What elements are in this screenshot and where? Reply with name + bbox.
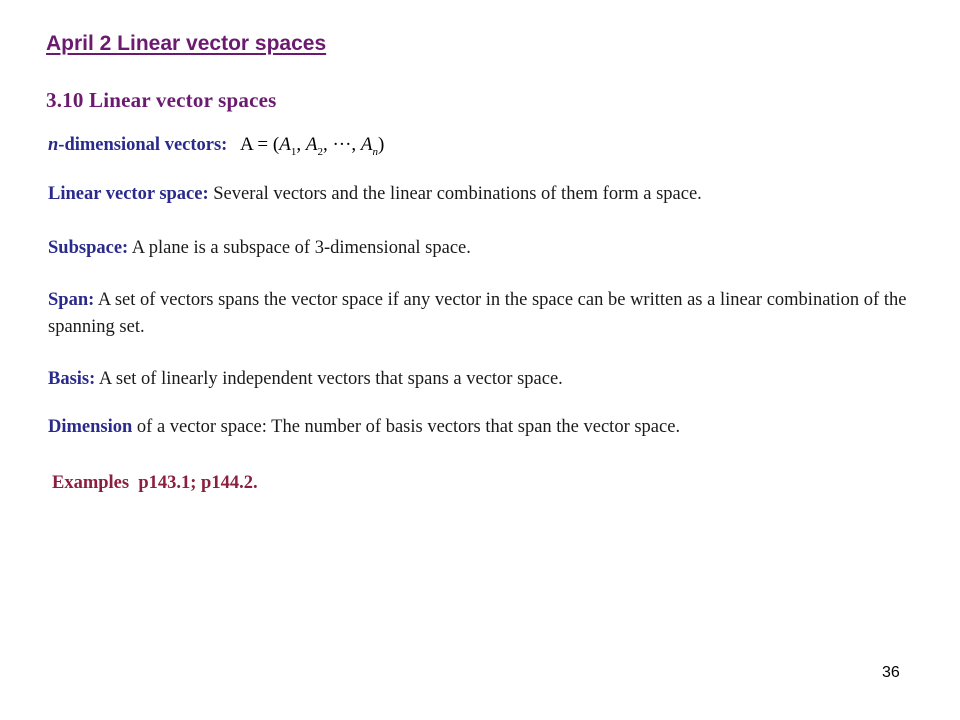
term-span: Span: [48, 290, 95, 310]
eq-equals: = ( [252, 134, 280, 155]
definition-text: A set of vectors spans the vector space if any vector in the space can be written as a linear combination of the spanning set. [48, 290, 907, 337]
ndim-n: n [48, 135, 59, 155]
definition-text: Several vectors and the linear combinations of them form a space. [208, 184, 702, 204]
eq-close: ) [378, 134, 385, 155]
definition-basis [48, 366, 918, 393]
section-title: 3.10 Linear vector spaces [46, 88, 277, 112]
eq-a1: A [279, 134, 291, 155]
ndim-vectors-label [48, 135, 227, 155]
definition-span [48, 287, 918, 341]
eq-sep1: , [296, 134, 306, 155]
eq-lhs: A [239, 134, 253, 155]
eq-sep2: , [322, 134, 333, 155]
ndim-label-rest: -dimensional vectors: [58, 135, 228, 155]
eq-dots: ··· [332, 134, 352, 155]
examples-reference: Examples p143.1; p144.2. [52, 473, 258, 493]
definition-subspace [48, 235, 918, 262]
term-linear-vector-space: Linear vector space: [48, 184, 209, 204]
page-number: 36 [882, 664, 900, 681]
eq-an: A [360, 134, 373, 155]
eq-sep3: , [351, 134, 361, 155]
slide-title: April 2 Linear vector spaces [46, 32, 327, 55]
eq-sub2: 2 [317, 145, 323, 158]
eq-a2: A [305, 134, 318, 155]
definition-text: of a vector space: The number of basis vectors that span the vector space. [132, 417, 681, 437]
ndim-vector-equation [240, 131, 384, 166]
term-basis: Basis: [48, 369, 96, 389]
term-dimension: Dimension [48, 417, 133, 437]
eq-subn-n: n [372, 145, 379, 158]
eq-sub1: 1 [290, 145, 297, 158]
definition-linear-vector-space [48, 181, 918, 208]
definition-text: A set of linearly independent vectors that spans a vector space. [95, 369, 563, 389]
definition-dimension [48, 414, 918, 441]
definition-text: A plane is a subspace of 3-dimensional space. [128, 238, 471, 258]
term-subspace: Subspace: [48, 238, 129, 258]
ndim-vectors-line [48, 131, 918, 166]
